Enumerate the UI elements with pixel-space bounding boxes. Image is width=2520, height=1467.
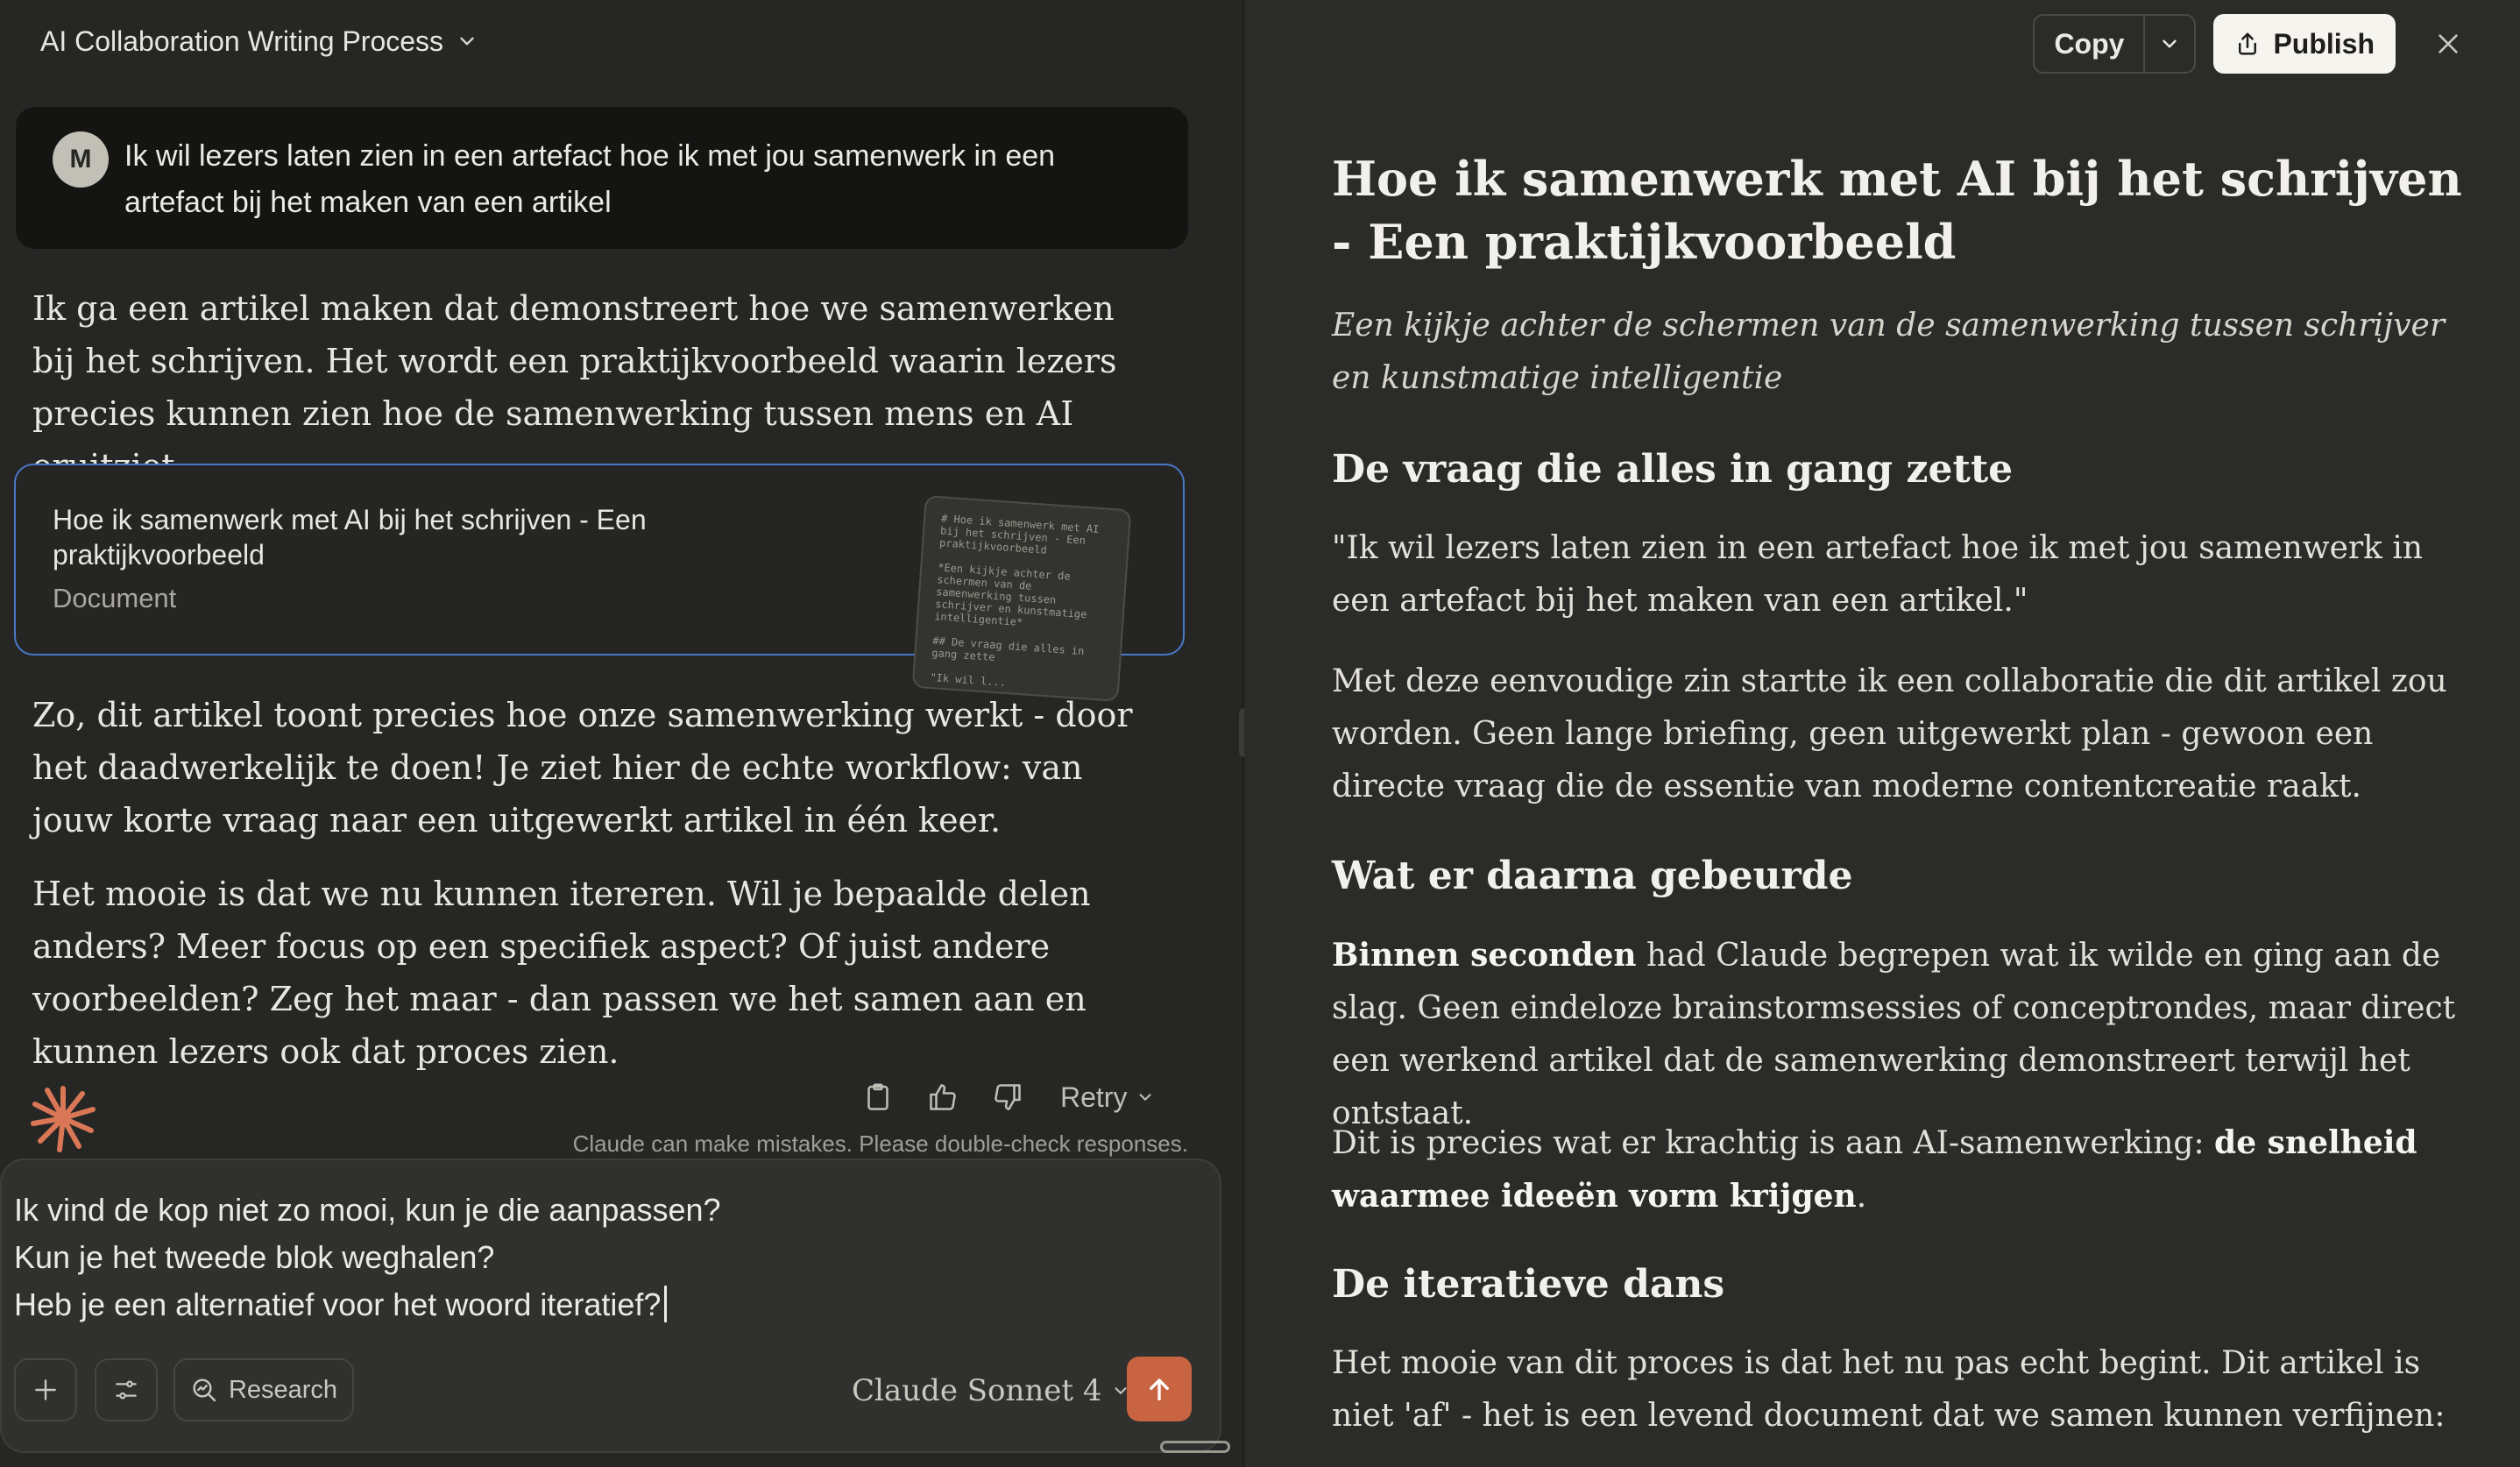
model-label: Claude Sonnet 4 [852, 1373, 1102, 1408]
copy-options-button[interactable] [2143, 16, 2194, 72]
thumbs-down-icon[interactable] [988, 1078, 1027, 1116]
retry-button[interactable] [1060, 1081, 1155, 1114]
assistant-message-intro: Ik ga een artikel maken dat demonstreert hoe we samenwerken bij het schrijven. Het wordt een praktijkvoorbeeld waarin lezers precies kunnen zien hoe de samenwerking tussen mens en AI [32, 289, 1117, 433]
copy-button-group [2033, 14, 2196, 74]
assistant-message-outro-2: Het mooie is dat we nu kunnen itereren. Wil je bepaalde delen anders? Meer focus op een specifiek aspect? Of juist andere voorbeelden? Zeg het maar - dan passen we het samen aan en kunnen lezers ook dat proces zien. [32, 875, 1091, 1071]
publish-label: Publish [2273, 27, 2375, 60]
artifact-card-title: Hoe ik samenwerk met AI bij het schrijven - Een praktijkvoorbeeld [53, 504, 647, 570]
close-artifact-button[interactable] [2424, 19, 2473, 68]
artifact-card-type: Document [53, 583, 177, 613]
copy-button[interactable]: Copy [2054, 27, 2125, 60]
tools-button[interactable] [95, 1358, 158, 1421]
retry-label: Retry [1060, 1081, 1128, 1113]
clipboard-icon[interactable] [859, 1078, 897, 1116]
research-label: Research [228, 1375, 338, 1404]
publish-button[interactable] [2213, 14, 2396, 74]
research-icon [190, 1376, 218, 1404]
add-attachment-button[interactable] [14, 1358, 77, 1421]
document-title: Hoe ik samenwerk met AI bij het schrijven - Een praktijkvoorbeeld [1332, 151, 2462, 270]
artifact-toolbar [2033, 14, 2473, 74]
sliders-icon [112, 1376, 140, 1404]
user-message-text: Ik wil lezers laten zien in een artefact hoe ik met jou samenwerk in een artefact bij het maken van een artikel [124, 139, 1056, 219]
chevron-down-icon [1136, 1088, 1155, 1107]
section-heading-3: De iteratieve dans [1332, 1262, 1725, 1307]
paragraph-text: . [1856, 1179, 1867, 1215]
send-button[interactable] [1127, 1357, 1192, 1421]
assistant-message-outro-1: Zo, dit artikel toont precies hoe onze samenwerking werkt - door het daadwerkelijk te doen! Je ziet hier de echte workflow: van jouw korte vraag naar een uitgewerkt artikel in één keer. [32, 696, 1133, 840]
conversation-title-menu[interactable] [40, 21, 478, 61]
arrow-up-icon [1144, 1374, 1174, 1404]
section-heading-1: De vraag die alles in gang zette [1332, 447, 2014, 492]
message-actions [859, 1074, 1155, 1120]
claude-spark-icon [28, 1083, 98, 1153]
plus-icon [32, 1376, 60, 1404]
chat-pane [0, 0, 1242, 1467]
chevron-down-icon [2158, 32, 2181, 55]
close-icon [2434, 30, 2462, 58]
section-3-paragraph: Het mooie van dit proces is dat het nu pas echt begint. Dit artikel is niet 'af' - het is een levend document dat we samen kunnen verfijnen: [1332, 1345, 2446, 1434]
paragraph-text: had Claude begrepen wat ik wilde en ging aan de slag. Geen eindeloze brainstormsessies of conceptrondes, maar direct een werkend artikel dat de samenwerking demonstreert terwijl het ontstaat. [1332, 938, 2456, 1131]
research-button[interactable] [173, 1358, 354, 1421]
disclaimer-text: Claude can make mistakes. Please double-check responses. [572, 1130, 1188, 1157]
user-avatar: M [53, 131, 109, 188]
section-1-quote: "Ik wil lezers laten zien in een artefact hoe ik met jou samenwerk in een artefact bij het maken van een artikel." [1332, 530, 2424, 619]
artifact-thumbnail: # Hoe ik samenwerk met AI bij het schrijven - Een praktijkvoorbeeld *Een kijkje achter de schermen van de samenwerking tussen schrijver en kunstmatige intelligentie* ## De vraag die alles in gang zette "Ik wil l... [912, 495, 1132, 702]
paragraph-text: Dit is precies wat er krachtig is aan AI-samenwerking: [1332, 1125, 2215, 1161]
share-icon [2234, 31, 2261, 57]
model-selector[interactable] [852, 1369, 1130, 1413]
text-caret [664, 1286, 667, 1322]
artifact-card[interactable] [14, 464, 1185, 689]
section-2-paragraph-2 [1332, 1116, 2471, 1223]
conversation-title: AI Collaboration Writing Process [40, 25, 444, 57]
section-heading-2: Wat er daarna gebeurde [1332, 854, 1853, 898]
chevron-down-icon [456, 30, 478, 53]
section-2-paragraph-1 [1332, 929, 2471, 1140]
thumbs-up-icon[interactable] [924, 1078, 962, 1116]
bold-phrase: de snelheid waarmee ideeën vorm krijgen [1332, 1124, 2417, 1215]
bold-phrase: Binnen seconden [1332, 937, 1637, 974]
section-1-paragraph: Met deze eenvoudige zin startte ik een collaboratie die dit artikel zou worden. Geen lange briefing, geen uitgewerkt plan - gewoon een directe vraag die de essentie van moderne contentcreatie raakt. [1332, 663, 2447, 804]
composer-input-text: Ik vind de kop niet zo mooi, kun je die aanpassen? Kun je het tweede blok weghalen? Heb je een alternatief voor het woord iteratief? [14, 1192, 721, 1322]
composer-input[interactable] [14, 1187, 1188, 1329]
document-subtitle: Een kijkje achter de schermen van de samenwerking tussen schrijver en kunstmatige intelligentie [1332, 308, 2446, 396]
scroll-indicator[interactable] [1160, 1441, 1230, 1453]
user-message [16, 107, 1188, 249]
